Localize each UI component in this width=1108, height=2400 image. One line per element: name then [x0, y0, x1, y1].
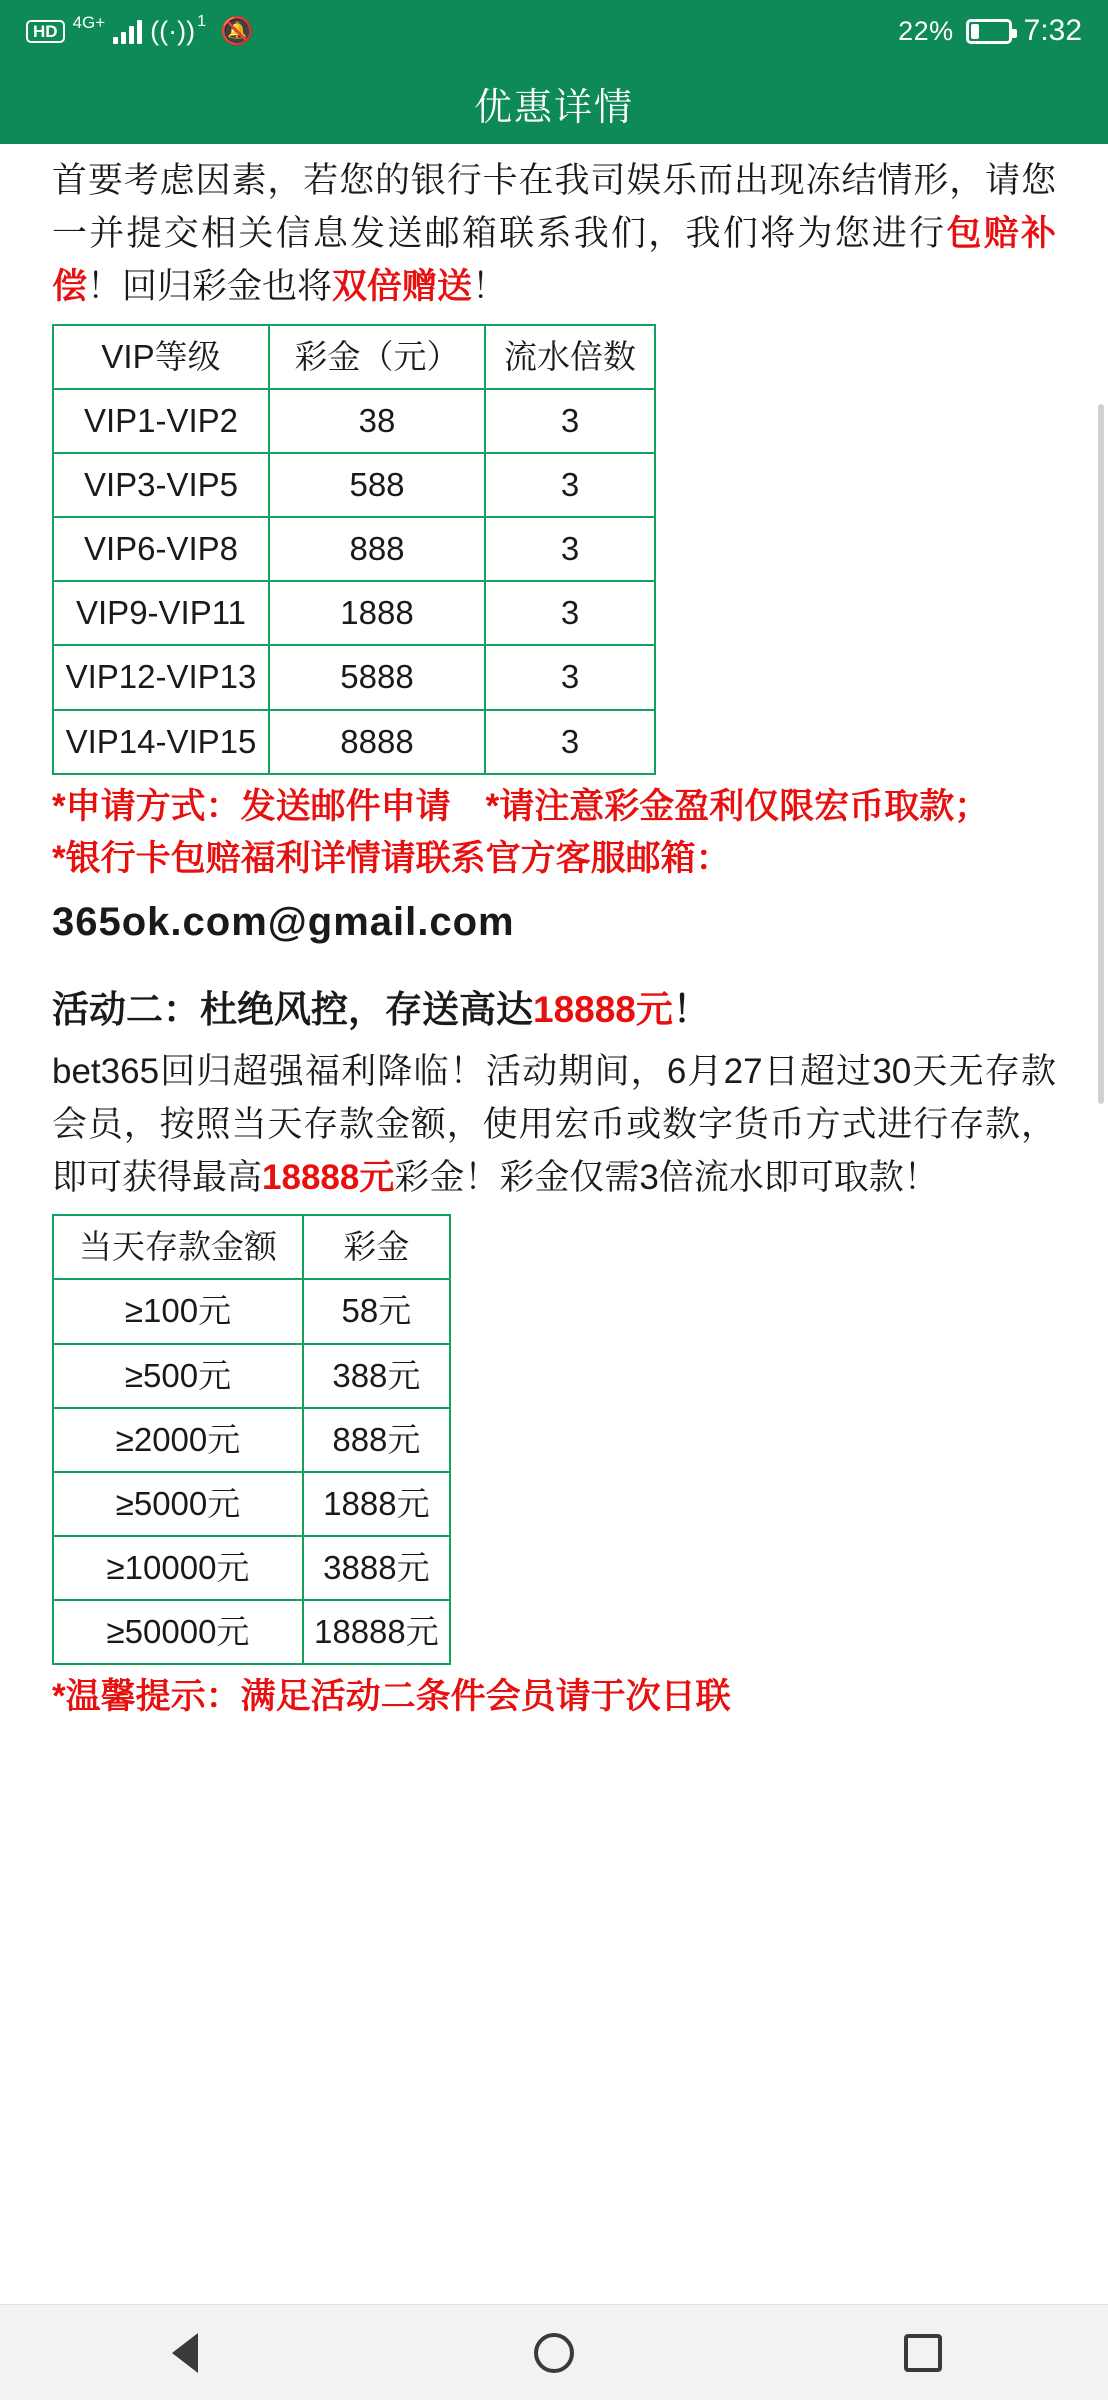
status-bar-left	[26, 13, 254, 46]
back-button[interactable]	[140, 2308, 230, 2398]
signal-bars-icon	[113, 18, 142, 44]
paragraph-one-highlight-1: 包赔补偿	[52, 214, 1056, 307]
paragraph-one-highlight-2: 双倍赠送	[332, 267, 473, 307]
paragraph-one-text-c: ！	[472, 267, 508, 307]
table-row	[53, 1279, 450, 1343]
status-bar-right	[898, 14, 1082, 48]
table-row	[53, 1344, 450, 1408]
cell-level: VIP1-VIP2	[53, 389, 269, 453]
status-bar	[0, 0, 1108, 62]
table-header-row	[53, 325, 655, 389]
battery-icon	[966, 19, 1012, 44]
table-header-row	[53, 1215, 450, 1279]
scrollbar[interactable]	[1098, 404, 1104, 1104]
cell-level: VIP9-VIP11	[53, 581, 269, 645]
home-button[interactable]	[509, 2308, 599, 2398]
table-row	[53, 1472, 450, 1536]
cell-amount: ≥100元	[53, 1279, 303, 1343]
cell-rollover: 3	[485, 581, 655, 645]
home-circle-icon	[534, 2333, 574, 2373]
cell-level: VIP6-VIP8	[53, 517, 269, 581]
table-row	[53, 1408, 450, 1472]
bell-mute-icon: 🔕	[220, 15, 254, 46]
cell-amount: ≥5000元	[53, 1472, 303, 1536]
paragraph-two-text-b: 彩金！彩金仅需3倍流水即可取款！	[394, 1158, 939, 1198]
cell-rollover: 3	[485, 453, 655, 517]
cell-bonus: 3888元	[303, 1536, 450, 1600]
cell-bonus: 1888元	[303, 1472, 450, 1536]
cell-bonus: 5888	[269, 645, 485, 709]
battery-percent-label: 22%	[898, 15, 954, 46]
network-type-label: 4G+	[72, 13, 106, 32]
cell-rollover: 3	[485, 389, 655, 453]
table-row	[53, 517, 655, 581]
cell-bonus: 1888	[269, 581, 485, 645]
table-row	[53, 453, 655, 517]
section-two-title-b: ！	[672, 989, 710, 1031]
paragraph-two-amount: 18888元	[262, 1158, 395, 1198]
system-navigation-bar	[0, 2304, 1108, 2400]
table-row	[53, 389, 655, 453]
deposit-header-amount: 当天存款金额	[53, 1215, 303, 1279]
cell-bonus: 888元	[303, 1408, 450, 1472]
cell-bonus: 888	[269, 517, 485, 581]
note-reminder: *温馨提示：满足活动二条件会员请于次日联	[52, 1677, 731, 1717]
paragraph-two-text-a: bet365回归超强福利降临！活动期间，6月27日超过30天无存款会员，按照当天存款金额，使用宏币或数字货币方式进行存款，即可获得最高	[52, 1051, 1056, 1198]
section-two-title-amount: 18888元	[533, 989, 673, 1031]
paragraph-one-text-a: 首要考虑因素，若您的银行卡在我司娱乐而出现冻结情形，请您一并提交相关信息发送邮箱联系我们，我们将为您进行	[52, 161, 1056, 254]
sim-superscript: 1	[197, 13, 207, 30]
note-support-email-label: *银行卡包赔福利详情请联系官方客服邮箱：	[52, 839, 731, 879]
cell-bonus: 18888元	[303, 1600, 450, 1664]
cell-bonus: 8888	[269, 710, 485, 774]
cell-bonus: 388元	[303, 1344, 450, 1408]
page-title: 优惠详情	[473, 86, 634, 129]
cell-amount: ≥50000元	[53, 1600, 303, 1664]
vip-header-level: VIP等级	[53, 325, 269, 389]
cell-amount: ≥2000元	[53, 1408, 303, 1472]
paragraph-one	[52, 154, 1056, 314]
paragraph-two	[52, 1045, 1056, 1205]
app-bar	[0, 62, 1108, 144]
cell-bonus: 58元	[303, 1279, 450, 1343]
hd-badge: HD	[26, 20, 65, 43]
vip-bonus-table	[52, 324, 656, 775]
note-application-method: *申请方式：发送邮件申请 *请注意彩金盈利仅限宏币取款；	[52, 786, 990, 826]
table-row	[53, 1536, 450, 1600]
cell-bonus: 588	[269, 453, 485, 517]
table-row	[53, 1600, 450, 1664]
cell-rollover: 3	[485, 517, 655, 581]
vip-header-bonus: 彩金（元）	[269, 325, 485, 389]
recents-button[interactable]	[878, 2308, 968, 2398]
section-two-title-a: 活动二：杜绝风控，存送高达	[52, 989, 533, 1031]
cell-amount: ≥500元	[53, 1344, 303, 1408]
promo-content[interactable]	[0, 144, 1108, 2304]
cell-bonus: 38	[269, 389, 485, 453]
cell-rollover: 3	[485, 710, 655, 774]
table-row	[53, 645, 655, 709]
section-two-title	[52, 982, 1056, 1038]
table-row	[53, 710, 655, 774]
back-triangle-icon	[172, 2333, 198, 2373]
cell-amount: ≥10000元	[53, 1536, 303, 1600]
cell-rollover: 3	[485, 645, 655, 709]
cell-level: VIP12-VIP13	[53, 645, 269, 709]
status-clock: 7:32	[1023, 14, 1082, 47]
wifi-calling-icon: ((·))	[150, 15, 196, 46]
deposit-bonus-table	[52, 1214, 451, 1665]
deposit-header-bonus: 彩金	[303, 1215, 450, 1279]
paragraph-one-text-b: ！回归彩金也将	[87, 267, 333, 307]
recents-square-icon	[904, 2334, 942, 2372]
cell-level: VIP3-VIP5	[53, 453, 269, 517]
cell-level: VIP14-VIP15	[53, 710, 269, 774]
table-row	[53, 581, 655, 645]
support-email-address[interactable]: 365ok.com@gmail.com	[52, 899, 515, 944]
vip-header-rollover: 流水倍数	[485, 325, 655, 389]
